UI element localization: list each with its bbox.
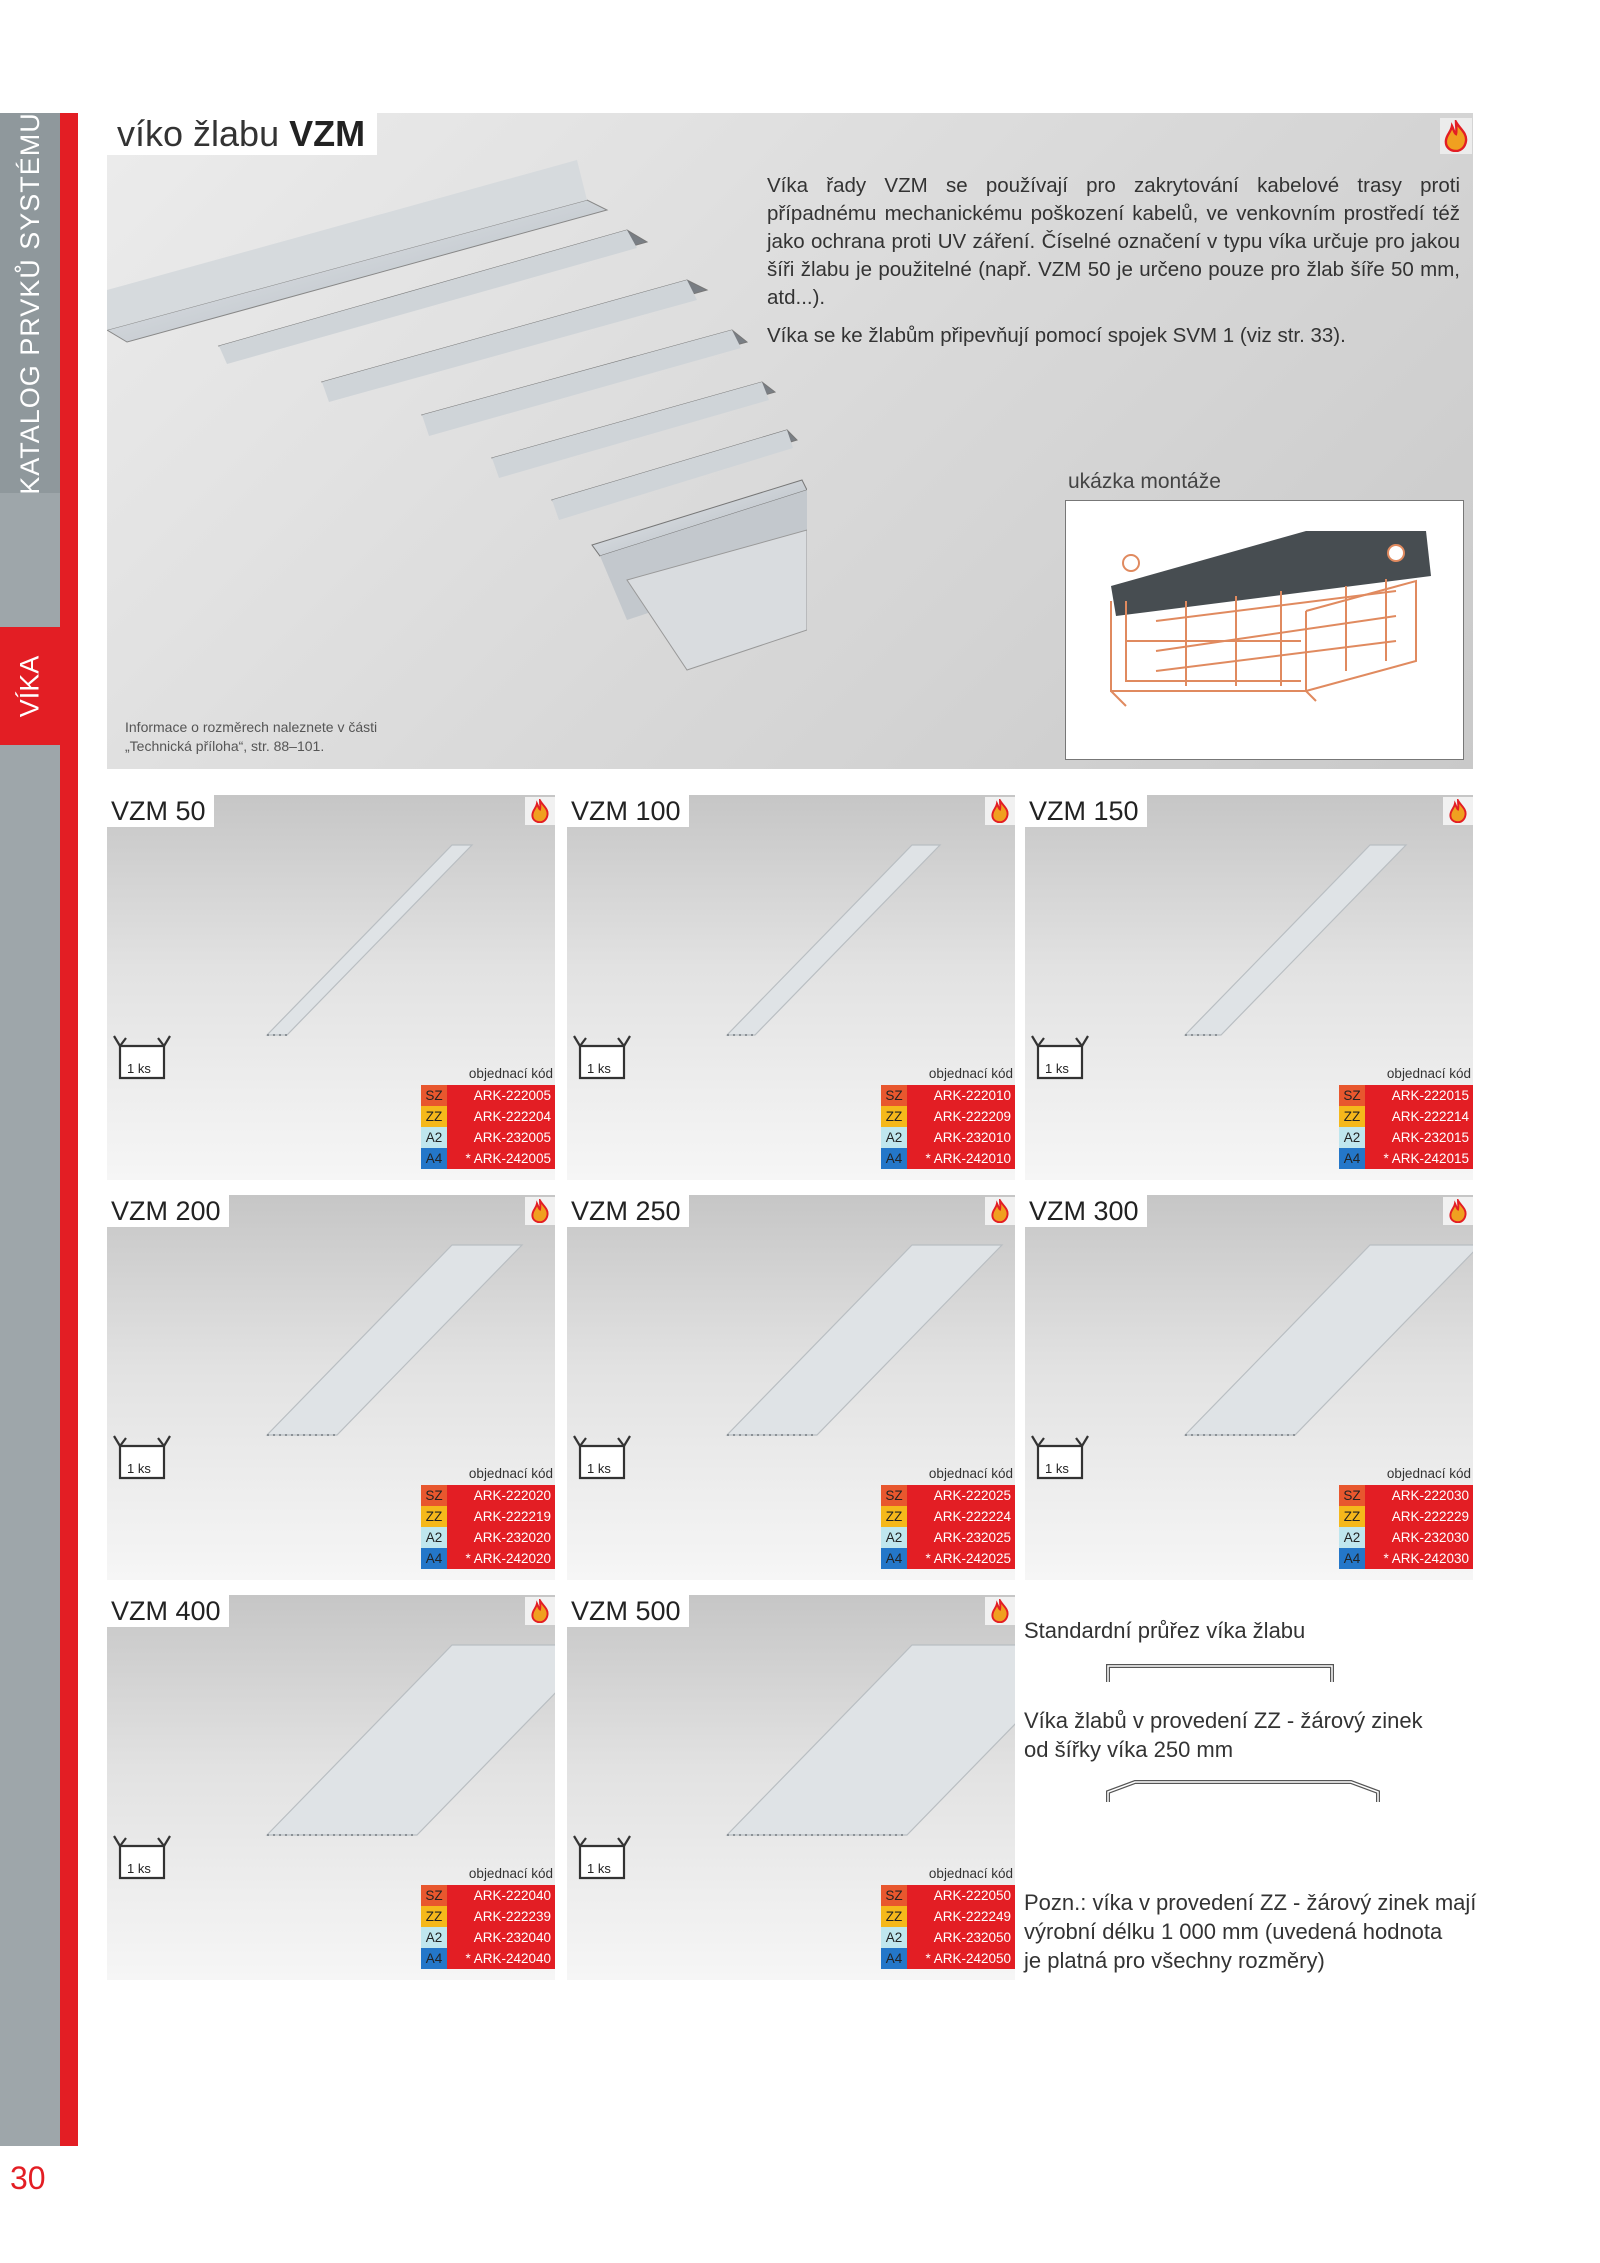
fire-icon [525,1197,555,1225]
order-code: ARK-222050 [907,1885,1015,1906]
fire-icon [1443,1197,1473,1225]
order-code: ARK-222209 [907,1106,1015,1127]
order-code: ARK-222010 [907,1085,1015,1106]
order-code: ARK-222224 [907,1506,1015,1527]
order-code-row [421,1885,555,1906]
finish-tag: ZZ [421,1906,447,1927]
product-title: VZM 200 [107,1195,229,1227]
finish-tag: A4 [1339,1548,1365,1569]
order-code-row [1339,1106,1473,1127]
finish-tag: ZZ [881,1106,907,1127]
description [767,172,1460,360]
sidebar-section-tab[interactable] [0,627,60,745]
order-code-row [881,1927,1015,1948]
fire-icon [1440,118,1472,154]
order-code-table [1339,1485,1473,1569]
finish-tag: A2 [881,1927,907,1948]
product-card [567,795,1015,1180]
order-code: * ARK-242020 [447,1548,555,1569]
order-code-row [1339,1127,1473,1148]
fire-icon [1443,797,1473,825]
order-code: ARK-222005 [447,1085,555,1106]
order-code-label: objednací kód [1386,1466,1471,1481]
fire-icon [525,1597,555,1625]
description-p1: Víka řady VZM se používají pro zakrytování kabelové trasy proti případnému mechanickému poškození kabelů, ve venkovním prostředí též jako ochrana proti UV záření. Číselné označení v typu víka určuje pro jakou šíři žlabu je použitelné (např. VZM 50 je určeno pouze pro žlab šíře 50 mm, atd...). [767,174,1460,309]
finish-tag: ZZ [421,1106,447,1127]
order-code: ARK-222249 [907,1906,1015,1927]
product-title: VZM 100 [567,795,689,827]
description-p2: Víka se ke žlabům připevňují pomocí spojek SVM 1 (viz str. 33). [767,324,1346,347]
order-code-row [881,1948,1015,1969]
product-title: VZM 150 [1025,795,1147,827]
order-code-label: objednací kód [468,1066,553,1081]
order-code-row [421,1548,555,1569]
order-code-label: objednací kód [468,1866,553,1881]
finish-tag: ZZ [881,1506,907,1527]
zz-info: Víka žlabů v provedení ZZ - žárový zinek od šířky víka 250 mm [1024,1708,1423,1762]
package-qty: 1 ks [587,1061,611,1076]
order-code-row [881,1106,1015,1127]
order-code-row [881,1485,1015,1506]
order-code: ARK-222040 [447,1885,555,1906]
order-code-row [421,1906,555,1927]
package-qty: 1 ks [1045,1061,1069,1076]
order-code: ARK-232020 [447,1527,555,1548]
order-code-label: objednací kód [468,1466,553,1481]
finish-tag: A2 [421,1527,447,1548]
order-code: * ARK-242010 [907,1148,1015,1169]
package-qty: 1 ks [127,1861,151,1876]
order-code-label: objednací kód [1386,1066,1471,1081]
order-code-table [881,1885,1015,1969]
finish-tag: A4 [421,1148,447,1169]
order-code: * ARK-242015 [1365,1148,1473,1169]
zz-profile-icon [1105,1778,1381,1804]
finish-tag: SZ [881,1885,907,1906]
order-code-row [421,1485,555,1506]
order-code-row [1339,1485,1473,1506]
finish-tag: A4 [1339,1148,1365,1169]
order-code: ARK-232030 [1365,1527,1473,1548]
finish-tag: SZ [421,1485,447,1506]
finish-tag: SZ [881,1485,907,1506]
cover-profile-icon [1105,1662,1335,1684]
finish-tag: A4 [421,1548,447,1569]
order-code: ARK-222239 [447,1906,555,1927]
fire-icon [985,1597,1015,1625]
finish-tag: A2 [421,1127,447,1148]
page-number: 30 [10,2160,46,2196]
order-code-row [881,1085,1015,1106]
order-code-row [881,1885,1015,1906]
finish-tag: SZ [1339,1485,1365,1506]
order-code-label: objednací kód [928,1866,1013,1881]
order-code: ARK-232040 [447,1927,555,1948]
product-title: VZM 500 [567,1595,689,1627]
fire-icon [985,1197,1015,1225]
order-code-row [881,1906,1015,1927]
product-card [567,1195,1015,1580]
order-code: ARK-222219 [447,1506,555,1527]
order-code-table [421,1485,555,1569]
order-code-row [881,1148,1015,1169]
product-title: VZM 400 [107,1595,229,1627]
package-qty: 1 ks [587,1461,611,1476]
product-title: VZM 250 [567,1195,689,1227]
package-qty: 1 ks [127,1061,151,1076]
order-code-row [421,1127,555,1148]
order-code: * ARK-242025 [907,1548,1015,1569]
standard-profile-title: Standardní průřez víka žlabu [1024,1618,1306,1643]
fire-icon [985,797,1015,825]
product-card [107,795,555,1180]
order-code-table [421,1085,555,1169]
mounting-example-image [1065,500,1464,760]
section-label: VÍKA [14,655,45,717]
length-note: Pozn.: víka v provedení ZZ - žárový zinek mají výrobní délku 1 000 mm (uvedená hodnota je platná pro všechny rozměry) [1024,1890,1477,1973]
order-code: ARK-222204 [447,1106,555,1127]
cover-plates-image [107,160,807,680]
finish-tag: ZZ [881,1906,907,1927]
order-code-table [1339,1085,1473,1169]
order-code-row [1339,1148,1473,1169]
order-code: ARK-222030 [1365,1485,1473,1506]
order-code: ARK-232015 [1365,1127,1473,1148]
sidebar-catalog-tab[interactable] [0,113,60,493]
order-code-row [421,1085,555,1106]
order-code-label: objednací kód [928,1466,1013,1481]
order-code: ARK-222015 [1365,1085,1473,1106]
order-code: ARK-232025 [907,1527,1015,1548]
order-code-row [1339,1548,1473,1569]
order-code-row [421,1506,555,1527]
catalog-label: KATALOG PRVKŮ SYSTÉMU [14,111,45,495]
order-code-row [1339,1085,1473,1106]
order-code-row [421,1527,555,1548]
product-card [107,1595,555,1980]
order-code-row [881,1548,1015,1569]
order-code-row [881,1127,1015,1148]
order-code-row [421,1948,555,1969]
mounting-label: ukázka montáže [1068,470,1221,493]
package-qty: 1 ks [587,1861,611,1876]
order-code: * ARK-242040 [447,1948,555,1969]
finish-tag: ZZ [1339,1106,1365,1127]
order-code: ARK-232010 [907,1127,1015,1148]
finish-tag: A4 [421,1948,447,1969]
order-code-row [881,1527,1015,1548]
order-code: ARK-222025 [907,1485,1015,1506]
finish-tag: A2 [881,1127,907,1148]
order-code: ARK-232005 [447,1127,555,1148]
finish-tag: A4 [881,1548,907,1569]
fire-icon [525,797,555,825]
order-code: * ARK-242030 [1365,1548,1473,1569]
finish-tag: ZZ [421,1506,447,1527]
order-code: * ARK-242050 [907,1948,1015,1969]
order-code-row [1339,1527,1473,1548]
finish-tag: A2 [881,1527,907,1548]
order-code-row [421,1927,555,1948]
product-card [107,1195,555,1580]
finish-tag: SZ [1339,1085,1365,1106]
order-code: ARK-232050 [907,1927,1015,1948]
finish-tag: A2 [1339,1527,1365,1548]
order-code: ARK-222229 [1365,1506,1473,1527]
package-qty: 1 ks [1045,1461,1069,1476]
product-card [567,1595,1015,1980]
order-code: * ARK-242005 [447,1148,555,1169]
order-code-row [421,1148,555,1169]
page-title: víko žlabu VZM [107,113,377,155]
order-code: ARK-222214 [1365,1106,1473,1127]
order-code: ARK-222020 [447,1485,555,1506]
sidebar-red-stripe [60,113,78,2146]
product-card [1025,795,1473,1180]
finish-tag: SZ [881,1085,907,1106]
finish-tag: SZ [421,1885,447,1906]
finish-tag: A2 [1339,1127,1365,1148]
order-code-table [881,1485,1015,1569]
finish-tag: ZZ [1339,1506,1365,1527]
finish-tag: A4 [881,1948,907,1969]
order-code-label: objednací kód [928,1066,1013,1081]
order-code-row [1339,1506,1473,1527]
product-card [1025,1195,1473,1580]
product-title: VZM 300 [1025,1195,1147,1227]
order-code-row [881,1506,1015,1527]
order-code-table [421,1885,555,1969]
hero-note: Informace o rozměrech naleznete v části „Technická příloha“, str. 88–101. [125,719,378,754]
finish-tag: A2 [421,1927,447,1948]
order-code-table [881,1085,1015,1169]
package-qty: 1 ks [127,1461,151,1476]
product-title: VZM 50 [107,795,214,827]
finish-tag: A4 [881,1148,907,1169]
order-code-row [421,1106,555,1127]
finish-tag: SZ [421,1085,447,1106]
